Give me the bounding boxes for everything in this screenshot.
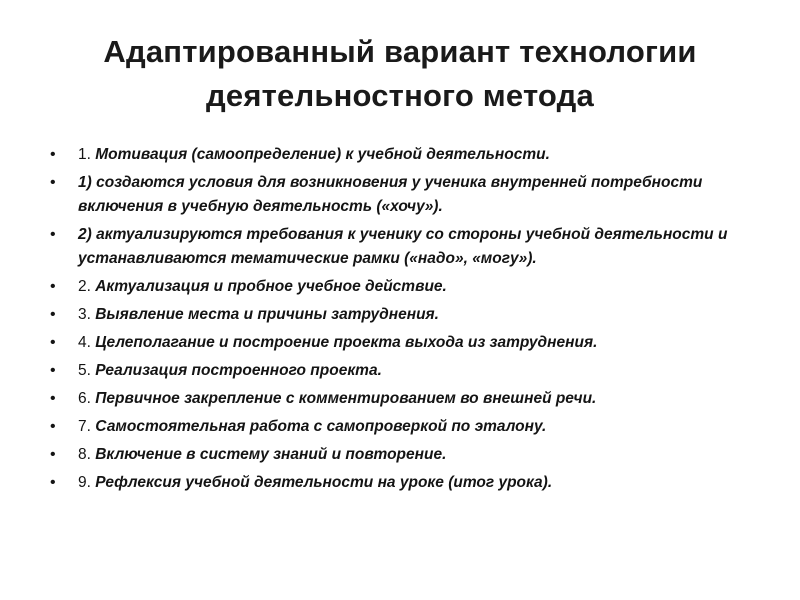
list-item: [50, 331, 770, 355]
item-text: Реализация построенного проекта.: [95, 362, 382, 379]
item-text: Актуализация и пробное учебное действие.: [95, 278, 447, 295]
item-number: 2): [78, 226, 97, 243]
bullet-icon: •: [50, 146, 56, 163]
bullet-list: [50, 143, 770, 499]
item-text: Целеполагание и построение проекта выхода из затруднения.: [95, 334, 598, 351]
item-number: 1): [78, 174, 97, 191]
item-text: актуализируются требования к ученику со стороны учебной деятельности и устанавливаются тематические рамки («надо», «могу»).: [78, 226, 728, 267]
item-number: 6.: [78, 390, 96, 407]
item-number: 1.: [78, 146, 96, 163]
item-text: Первичное закрепление с комментированием во внешней речи.: [95, 390, 597, 407]
bullet-icon: •: [50, 278, 56, 295]
list-item: [50, 443, 770, 467]
item-text: Мотивация (самоопределение) к учебной деятельности.: [95, 146, 550, 163]
item-number: 2.: [78, 278, 96, 295]
list-item: [50, 303, 770, 327]
list-item: [50, 171, 770, 219]
bullet-icon: •: [50, 226, 56, 243]
bullet-icon: •: [50, 446, 56, 463]
bullet-icon: •: [50, 362, 56, 379]
bullet-icon: •: [50, 334, 56, 351]
item-text: создаются условия для возникновения у ученика внутренней потребности включения в учебную деятельность («хочу»).: [78, 174, 703, 215]
list-item: [50, 387, 770, 411]
item-text: Рефлексия учебной деятельности на уроке (итог урока).: [95, 474, 553, 491]
list-item: [50, 471, 770, 495]
bullet-icon: •: [50, 174, 56, 191]
title-line-1: Адаптированный вариант технологии: [103, 34, 697, 69]
item-number: 9.: [78, 474, 96, 491]
item-number: 5.: [78, 362, 96, 379]
bullet-icon: •: [50, 418, 56, 435]
bullet-icon: •: [50, 390, 56, 407]
list-item: [50, 415, 770, 439]
item-number: 7.: [78, 418, 96, 435]
item-number: 8.: [78, 446, 96, 463]
item-text: Самостоятельная работа с самопроверкой по эталону.: [95, 418, 547, 435]
bullet-icon: •: [50, 474, 56, 491]
list-item: [50, 275, 770, 299]
item-number: 3.: [78, 306, 96, 323]
item-number: 4.: [78, 334, 96, 351]
slide-title: [40, 30, 760, 118]
item-text: Выявление места и причины затруднения.: [95, 306, 439, 323]
bullet-icon: •: [50, 306, 56, 323]
list-item: [50, 143, 770, 167]
item-text: Включение в систему знаний и повторение.: [95, 446, 447, 463]
list-item: [50, 359, 770, 383]
title-line-2: деятельностного метода: [206, 78, 594, 113]
list-item: [50, 223, 770, 271]
